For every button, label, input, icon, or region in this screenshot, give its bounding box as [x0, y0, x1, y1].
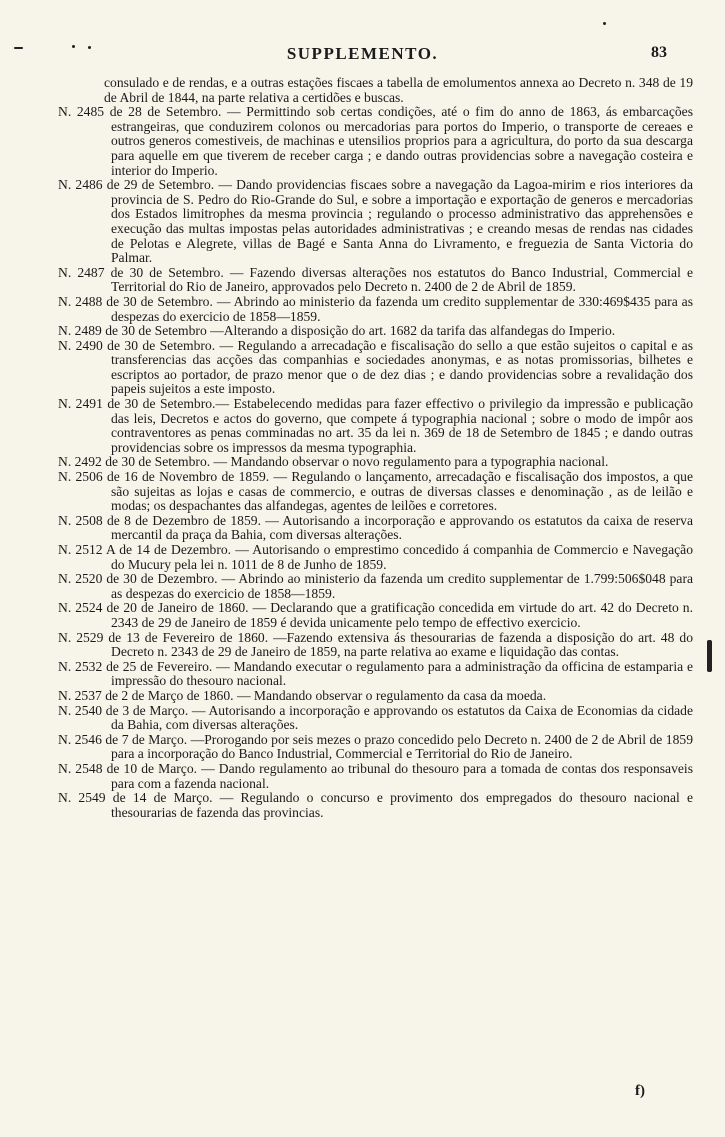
- document-body: [58, 76, 693, 820]
- decree-entry: N. 2487 de 30 de Setembro. — Fazendo diversas alterações nos estatutos do Banco Industrial, Commercial e Territorial do Rio de Janeiro, approvados pelo Decreto n. 2400 de 2 de Abril de 1859.: [58, 264, 693, 295]
- page-number: 83: [651, 44, 667, 61]
- decree-entry: N. 2490 de 30 de Setembro. — Regulando a arrecadação e fiscalisação do sello a que estão sujeitos o capital e as transferencias das acções das companhias e sociedades anonymas, e as notas promissorias, bilhetes e escriptos ao portador, de prazo menor que o de dez dias ; e dando providencias sobre a revalidação dos papeis sujeitos a este imposto.: [58, 337, 693, 397]
- decree-entry: N. 2529 de 13 de Fevereiro de 1860. —Fazendo extensiva ás thesourarias de fazenda a disposição do art. 48 do Decreto n. 2343 de 29 de Janeiro de 1859, na parte relativa ao exame e liquidação das contas.: [58, 629, 693, 660]
- decree-entry: N. 2532 de 25 de Fevereiro. — Mandando executar o regulamento para a administração da officina de estamparia e impressão do thesouro nacional.: [58, 658, 693, 689]
- page-title: SUPPLEMENTO.: [286, 44, 439, 63]
- decree-entry: N. 2506 de 16 de Novembro de 1859. — Regulando o lançamento, arrecadação e fiscalisação dos impostos, a que são sujeitas as lojas e casas de commercio, e outras de diversas classes e denominação , as de leilão e modas; os despachantes das alfandegas, agentes de leilões e corretores.: [58, 469, 693, 514]
- decree-entry: N. 2537 de 2 de Março de 1860. — Mandando observar o regulamento da casa da moeda.: [58, 687, 547, 703]
- decree-entry: N. 2548 de 10 de Março. — Dando regulamento ao tribunal do thesouro para a tomada de contas dos responsaveis para com a fazenda nacional.: [58, 760, 693, 791]
- decree-entry: N. 2540 de 3 de Março. — Autorisando a incorporação e approvando os estatutos da Caixa de Economias da cidade da Bahia, com diversas alterações.: [58, 702, 693, 733]
- ink-speck: [707, 640, 712, 672]
- continued-paragraph: consulado e de rendas, e a outras estações fiscaes a tabella de emolumentos annexa ao Decreto n. 348 de 19 de Abril de 1844, na parte relativa a certidões e buscas.: [104, 75, 693, 105]
- ink-speck: [603, 22, 606, 25]
- decree-entry: N. 2485 de 28 de Setembro. — Permittindo sob certas condições, até o fim do anno de 1863, ás embarcações estrangeiras, que conduzirem colonos ou mercadorias para portos do Imperio, o transporte de cereaes e outros generos comestiveis, de machinas e utensilios proprios para a agricultura, do porto da sua descarga para aquelle em que tiverem de receber carga ; e dando outras providencias sobre a navegação costeira e interior do Imperio.: [58, 104, 693, 178]
- decree-entry: N. 2524 de 20 de Janeiro de 1860. — Declarando que a gratificação concedida em virtude do art. 42 do Decreto n. 2343 de 29 de Janeiro de 1859 é devida unicamente pelo tempo de effectivo exercicio.: [58, 600, 693, 630]
- decree-entry: N. 2512 A de 14 de Dezembro. — Autorisando o emprestimo concedido á companhia de Commercio e Navegação do Mucury pela lei n. 1011 de 8 de Junho de 1859.: [58, 542, 693, 572]
- decree-entry: N. 2492 de 30 de Setembro. — Mandando observar o novo regulamento para a typographia nacional.: [58, 454, 609, 470]
- decree-entry: N. 2508 de 8 de Dezembro de 1859. — Autorisando a incorporação e approvando os estatutos da caixa de reserva mercantil da praça da Bahia, com diversas alterações.: [58, 512, 693, 543]
- decree-entry: N. 2489 de 30 de Setembro —Alterando a disposição do art. 1682 da tarifa das alfandegas do Imperio.: [58, 323, 616, 339]
- decree-entry: N. 2491 de 30 de Setembro.— Estabelecendo medidas para fazer effectivo o privilegio da impressão e publicação das leis, Decretos e actos do governo, que compete á typographia nacional ; sobre o modo de impôr aos contraventores as penas comminadas no art. 35 da lei n. 369 de 18 de Setembro de 1845 ; e dando outras providencias sobre os impressos da mesma typographia.: [58, 396, 693, 455]
- decree-entry: N. 2546 de 7 de Março. —Prorogando por seis mezes o prazo concedido pelo Decreto n. 2400 de 2 de Abril de 1859 para a incorporação do Banco Industrial, Commercial e Territorial do Rio de Janeiro.: [58, 731, 693, 762]
- page-header: [0, 44, 725, 66]
- decree-entry: N. 2520 de 30 de Dezembro. — Abrindo ao ministerio da fazenda um credito supplementar de 1.799:506$048 para as despezas do exercicio de 1858—1859.: [58, 571, 693, 601]
- decree-entry: N. 2488 de 30 de Setembro. — Abrindo ao ministerio da fazenda um credito supplementar de 330:469$435 para as despezas do exercicio de 1858—1859.: [58, 293, 693, 324]
- decree-entry: N. 2549 de 14 de Março. — Regulando o concurso e provimento dos empregados do thesouro nacional e thesourarias de fazenda das provincias.: [58, 790, 693, 820]
- footer-signature-mark: f): [635, 1083, 645, 1099]
- decree-entry: N. 2486 de 29 de Setembro. — Dando providencias fiscaes sobre a navegação da Lagoa-mirim e rios interiores da provincia de S. Pedro do Rio-Grande do Sul, e sobre a importação e exportação de generos e mercadorias dos Estados limitrophes da mesma provincia ; regulando o processo administrativo das apprehensões e execução das multas impostas pelas autoridades administrativas ; e creando mesas de rendas nas cidades de Pelotas e Alegrete, villas de Bagé e Santa Anna do Livramento, e freguezia de Santa Victoria do Palmar.: [58, 177, 693, 266]
